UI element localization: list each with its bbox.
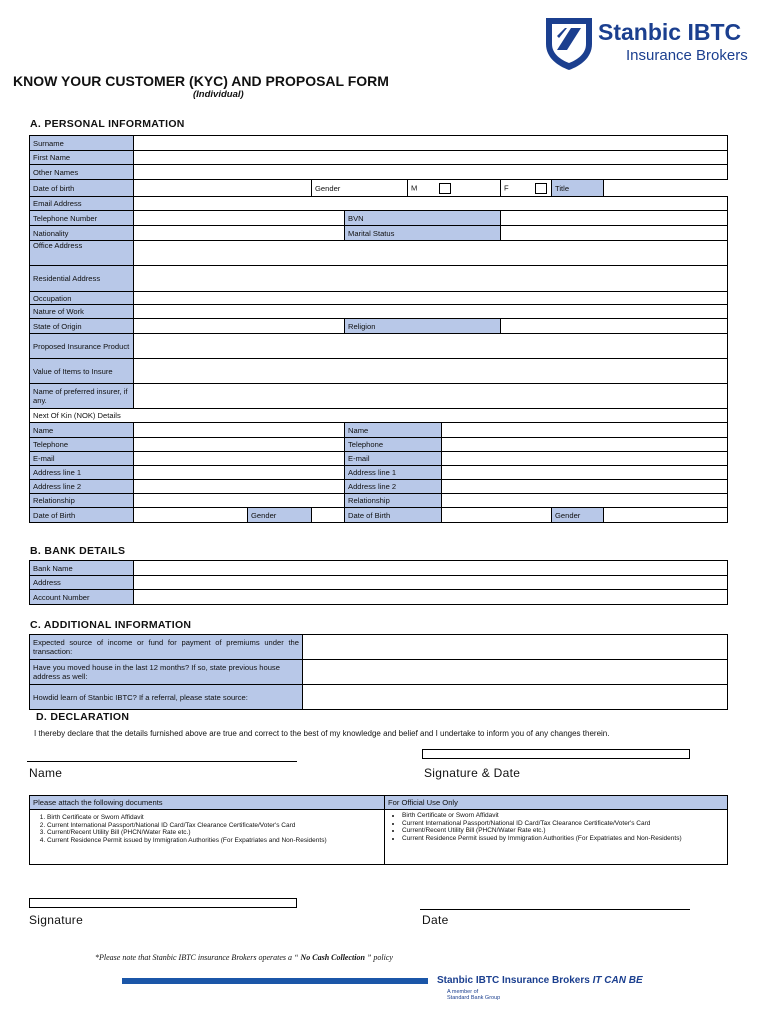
nok2-addr2-label: Address line 2 [345, 480, 442, 494]
insurer-field[interactable] [134, 384, 728, 409]
bvn-label: BVN [345, 211, 501, 226]
income-source-label: Expected source of income or fund for payment of premiums under the transaction: [30, 635, 303, 660]
marital-label: Marital Status [345, 226, 501, 241]
product-label: Proposed Insurance Product [30, 334, 134, 359]
section-a-heading: A. PERSONAL INFORMATION [30, 118, 185, 130]
section-d-heading: D. DECLARATION [36, 711, 130, 723]
nok1-addr2-label: Address line 2 [30, 480, 134, 494]
official-item: • Birth Certificate or Sworn Affidavit [402, 812, 724, 820]
other-names-field[interactable] [134, 165, 728, 180]
nok1-email-field[interactable] [134, 452, 345, 466]
insurer-label: Name of preferred insurer, if any. [30, 384, 134, 409]
cash-policy-note [95, 953, 393, 962]
official-header: For Official Use Only [385, 796, 728, 810]
brand-name: Stanbic IBTC [598, 19, 742, 45]
referral-label: Howdid learn of Stanbic IBTC? If a referral, please state source: [30, 685, 303, 710]
referral-field[interactable] [303, 685, 728, 710]
date-line[interactable] [420, 909, 690, 910]
nok1-gender-field[interactable] [312, 508, 345, 523]
telephone-label: Telephone Number [30, 211, 134, 226]
gender-male[interactable] [408, 180, 501, 197]
nok1-telephone-field[interactable] [134, 438, 345, 452]
office-address-label: Office Address [30, 241, 134, 266]
title-label: Title [552, 180, 604, 197]
first-name-label: First Name [30, 151, 134, 165]
attach-item: 1. Birth Certificate or Sworn Affidavit [47, 814, 381, 822]
nok2-gender-label: Gender [552, 508, 604, 523]
documents-table [29, 795, 728, 865]
dob-label: Date of birth [30, 180, 134, 197]
nok1-telephone-label: Telephone [30, 438, 134, 452]
nok2-dob-field[interactable] [442, 508, 552, 523]
attach-item: 3. Current/Recent Utility Bill (PHCN/Water Rate etc.) [47, 829, 381, 837]
official-list [388, 812, 724, 842]
bank-address-label: Address [30, 576, 134, 590]
email-field[interactable] [134, 197, 728, 211]
footer-brand [437, 975, 643, 986]
religion-field[interactable] [501, 319, 728, 334]
gender-female[interactable] [501, 180, 552, 197]
female-checkbox[interactable] [535, 183, 547, 194]
telephone-field[interactable] [134, 211, 345, 226]
nature-field[interactable] [134, 305, 728, 319]
account-number-label: Account Number [30, 590, 134, 605]
nok1-addr1-field[interactable] [134, 466, 345, 480]
moved-house-label: Have you moved house in the last 12 months? If so, state previous house address as well: [30, 660, 303, 685]
bvn-field[interactable] [501, 211, 728, 226]
signature-label: Signature [29, 913, 84, 927]
bank-name-field[interactable] [134, 561, 728, 576]
declaration-text: I thereby declare that the details furnished above are true and correct to the best of my knowledge and belief and I undertake to inform you of any changes therein. [34, 729, 610, 738]
footer-tagline: IT CAN BE [592, 975, 643, 986]
dob-field[interactable] [134, 180, 312, 197]
nok2-gender-field[interactable] [604, 508, 728, 523]
other-names-label: Other Names [30, 165, 134, 180]
nok1-relationship-field[interactable] [134, 494, 345, 508]
nok1-gender-label: Gender [248, 508, 312, 523]
marital-field[interactable] [501, 226, 728, 241]
official-item: • Current Residence Permit issued by Immigration Authorities (For Expatriates and Non-Residents) [402, 835, 724, 843]
footer-member-line1: A member of [447, 989, 479, 995]
surname-label: Surname [30, 136, 134, 151]
attach-item: 4. Current Residence Permit issued by Immigration Authorities (For Expatriates and Non-Residents) [47, 837, 381, 845]
nok1-dob-label: Date of Birth [30, 508, 134, 523]
personal-info-table [29, 135, 728, 523]
attach-item: 2. Current International Passport/National ID Card/Tax Clearance Certificate/Voter's Card [47, 822, 381, 830]
footer-brand-name: Stanbic IBTC Insurance Brokers [437, 975, 590, 986]
nok1-dob-field[interactable] [134, 508, 248, 523]
female-label: F [504, 183, 509, 192]
nok2-addr2-field[interactable] [442, 480, 728, 494]
income-source-field[interactable] [303, 635, 728, 660]
value-label: Value of Items to Insure [30, 359, 134, 384]
gender-label: Gender [312, 180, 408, 197]
nationality-label: Nationality [30, 226, 134, 241]
nok2-addr1-field[interactable] [442, 466, 728, 480]
value-field[interactable] [134, 359, 728, 384]
state-field[interactable] [134, 319, 345, 334]
name-label: Name [29, 766, 63, 780]
nok2-addr1-label: Address line 1 [345, 466, 442, 480]
nok2-telephone-label: Telephone [345, 438, 442, 452]
occupation-field[interactable] [134, 292, 728, 305]
bank-details-table [29, 560, 728, 605]
nok1-relationship-label: Relationship [30, 494, 134, 508]
male-label: M [411, 183, 418, 192]
nok1-addr1-label: Address line 1 [30, 466, 134, 480]
male-checkbox[interactable] [439, 183, 451, 194]
attach-list-cell [30, 810, 385, 865]
nok1-addr2-field[interactable] [134, 480, 345, 494]
nok2-relationship-label: Relationship [345, 494, 442, 508]
nok2-telephone-field[interactable] [442, 438, 728, 452]
residential-address-label: Residential Address [30, 266, 134, 292]
signature-box[interactable] [29, 898, 297, 908]
footer-member [447, 989, 500, 1001]
attach-list [33, 814, 381, 844]
product-field[interactable] [134, 334, 728, 359]
official-list-cell [385, 810, 728, 865]
title-spacer [604, 180, 728, 197]
state-label: State of Origin [30, 319, 134, 334]
nok1-name-label: Name [30, 423, 134, 438]
surname-field[interactable] [134, 136, 728, 151]
bank-address-field[interactable] [134, 576, 728, 590]
nok1-email-label: E-mail [30, 452, 134, 466]
residential-address-field[interactable] [134, 266, 728, 292]
office-address-field[interactable] [134, 241, 728, 266]
first-name-field[interactable] [134, 151, 728, 165]
nok2-email-label: E-mail [345, 452, 442, 466]
date-label: Date [422, 913, 449, 927]
account-number-field[interactable] [134, 590, 728, 605]
footer-bar [122, 978, 428, 984]
nature-label: Nature of Work [30, 305, 134, 319]
signature-date-box[interactable] [422, 749, 690, 759]
name-line[interactable] [27, 761, 297, 762]
official-item: • Current International Passport/National ID Card/Tax Clearance Certificate/Voter's Card [402, 820, 724, 828]
form-subtitle: (Individual) [193, 89, 244, 100]
bank-name-label: Bank Name [30, 561, 134, 576]
footer-member-line2: Standard Bank Group [447, 995, 501, 1001]
brand-subtitle: Insurance Brokers [626, 47, 748, 64]
religion-label: Religion [345, 319, 501, 334]
nok1-name-field[interactable] [134, 423, 345, 438]
nok2-name-field[interactable] [442, 423, 728, 438]
moved-house-field[interactable] [303, 660, 728, 685]
signature-date-label: Signature & Date [424, 766, 521, 780]
nok2-dob-label: Date of Birth [345, 508, 442, 523]
nationality-field[interactable] [134, 226, 345, 241]
note-pre: *Please note that Stanbic IBTC insurance Brokers operates a “ [95, 953, 299, 962]
nok-heading: Next Of Kin (NOK) Details [30, 409, 728, 423]
attach-header: Please attach the following documents [30, 796, 385, 810]
note-bold: No Cash Collection [298, 953, 365, 962]
section-c-heading: C. ADDITIONAL INFORMATION [30, 619, 192, 631]
occupation-label: Occupation [30, 292, 134, 305]
additional-info-table [29, 634, 728, 710]
nok2-relationship-field[interactable] [442, 494, 728, 508]
email-label: Email Address [30, 197, 134, 211]
nok2-name-label: Name [345, 423, 442, 438]
section-b-heading: B. BANK DETAILS [30, 545, 126, 557]
form-title: KNOW YOUR CUSTOMER (KYC) AND PROPOSAL FORM [13, 73, 389, 89]
note-post: ” policy [364, 953, 393, 962]
nok2-email-field[interactable] [442, 452, 728, 466]
official-item: • Current/Recent Utility Bill (PHCN/Water Rate etc.) [402, 827, 724, 835]
